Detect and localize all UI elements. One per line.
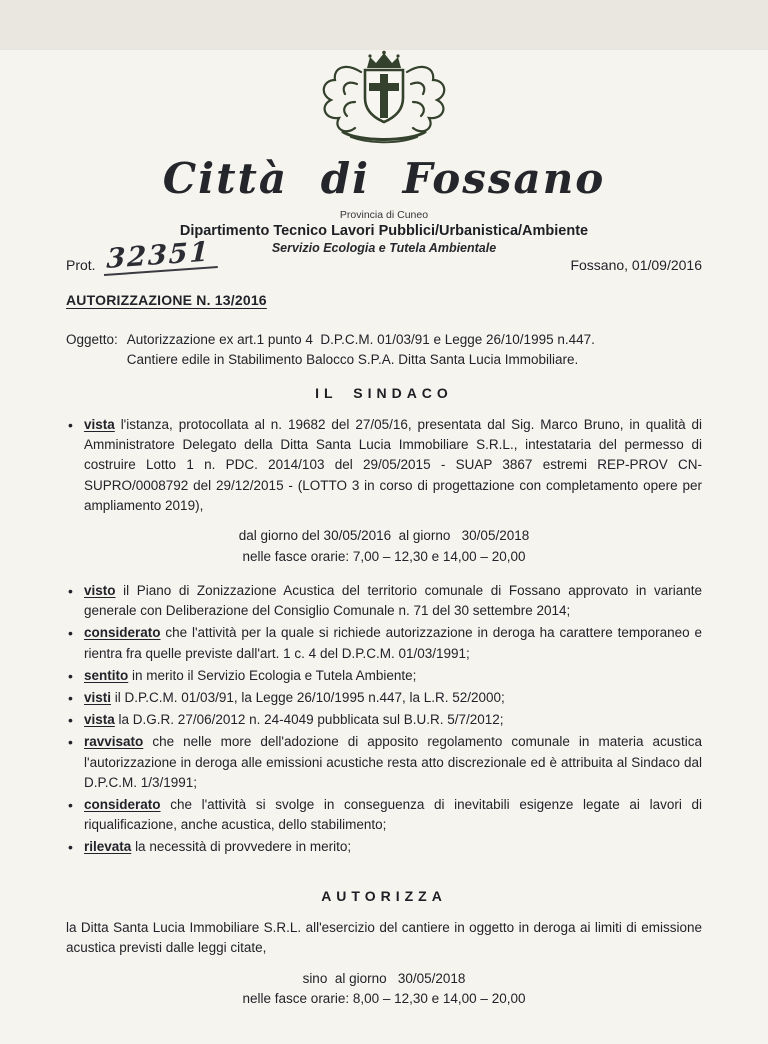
premise-list-1 [0, 415, 768, 516]
bullet-text: che nelle more dell'adozione di apposito regolamento comunale in materia acustica l'autorizzazione in deroga alle emissioni acustiche resta atto discrezionale ed è attribuita al Sindaco dal D.P.C.M. 1/3/1991; [84, 734, 702, 790]
period1-hours: nelle fasce orarie: 7,00 – 12,30 e 14,00 – 20,00 [242, 548, 526, 564]
bullet-lead: vista [84, 712, 115, 728]
scanned-document-page [0, 50, 768, 1044]
bullet-item [84, 837, 702, 857]
bullet-item [84, 710, 702, 730]
bullet-text: la D.G.R. 27/06/2012 n. 24-4049 pubblicata sul B.U.R. 5/7/2012; [118, 712, 504, 728]
bullet-text: la necessità di provvedere in merito; [135, 839, 352, 855]
bullet-lead: ravvisato [84, 734, 144, 750]
bullet-item [84, 688, 702, 708]
period-block-1 [0, 526, 768, 567]
bullet-item [84, 795, 702, 835]
bullet-text: che l'attività per la quale si richiede autorizzazione in deroga ha carattere temporaneo e rientra fra quelle previste dall'art. 1 c. 4 del D.P.C.M. 01/03/1991; [84, 625, 702, 661]
bullet-lead: visto [84, 583, 116, 599]
protocol-field [66, 236, 218, 278]
bullet-text: l'istanza, protocollata al n. 19682 del 27/05/16, presentata dal Sig. Marco Bruno, in qualità di Amministratore Delegato della Ditta Santa Lucia Immobiliare S.R.L., intestataria del permesso di costruire Lotto 1 n. PDC. 2014/103 del 29/05/2015 - SUAP 3867 estremi REP-PROV CN-SUPRO/0008792 del 29/12/2015 - (LOTTO 3 in corso di progettazione con completamento opere per ampliamento 2019), [84, 417, 702, 513]
city-title: Città di Fossano [162, 154, 606, 203]
bullet-lead: rilevata [84, 839, 132, 855]
autorizza-heading: AUTORIZZA [321, 887, 447, 904]
bullet-text: in merito il Servizio Ecologia e Tutela Ambiente; [132, 667, 417, 683]
place-date: Fossano, 01/09/2016 [570, 257, 702, 273]
bullet-item [84, 581, 702, 621]
bullet-item [84, 415, 702, 516]
subject-block [0, 330, 768, 370]
bullet-item [84, 666, 702, 686]
protocol-number-handwritten: 32351 [104, 238, 219, 276]
period2-hours: nelle fasce orarie: 8,00 – 12,30 e 14,00 – 20,00 [242, 991, 526, 1007]
period2-dates: sino al giorno 30/05/2018 [302, 970, 466, 986]
department-title: Dipartimento Tecnico Lavori Pubblici/Urbanistica/Ambiente [179, 223, 589, 239]
bullet-text: il Piano di Zonizzazione Acustica del territorio comunale di Fossano approvato in variante generale con Deliberazione del Consiglio Comunale n. 71 del 30 settembre 2014; [84, 583, 702, 619]
bullet-lead: visti [84, 690, 112, 706]
province-subtitle: Provincia di Cuneo [339, 209, 429, 221]
protocol-label: Prot. [66, 257, 96, 273]
bullet-item [84, 623, 702, 663]
service-subtitle: Servizio Ecologia e Tutela Ambientale [271, 241, 497, 255]
fossano-coat-of-arms-icon [309, 50, 459, 150]
sindaco-heading: IL SINDACO [315, 385, 453, 401]
period1-dates: dal giorno del 30/05/2016 al giorno 30/05/2018 [238, 528, 530, 544]
bullet-item [84, 732, 702, 793]
bullet-lead: vista [84, 417, 115, 432]
authorization-title: AUTORIZZAZIONE N. 13/2016 [66, 292, 267, 308]
bullet-lead: considerato [84, 797, 161, 813]
bullet-text: che l'attività si svolge in conseguenza di inevitabili esigenze legate ai lavori di riqualificazione, anche acustica, dello stabilimento; [84, 797, 702, 833]
authorization-paragraph: la Ditta Santa Lucia Immobiliare S.R.L. all'esercizio del cantiere in oggetto in deroga ai limiti di emissione acustica previsti dalle leggi citate, [66, 919, 702, 956]
period-block-2 [0, 969, 768, 1010]
bullet-text: il D.P.C.M. 01/03/91, la Legge 26/10/1995 n.447, la L.R. 52/2000; [114, 690, 505, 706]
bullet-lead: sentito [84, 667, 129, 683]
subject-label: Oggetto: [66, 332, 118, 347]
subject-line1: Autorizzazione ex art.1 punto 4 D.P.C.M. 01/03/91 e Legge 26/10/1995 n.447. [126, 332, 595, 347]
bullet-lead: considerato [84, 625, 161, 641]
premise-list-2 [0, 581, 768, 858]
subject-line2: Cantiere edile in Stabilimento Balocco S.P.A. Ditta Santa Lucia Immobiliare. [126, 352, 579, 367]
subject-lines [127, 330, 595, 370]
